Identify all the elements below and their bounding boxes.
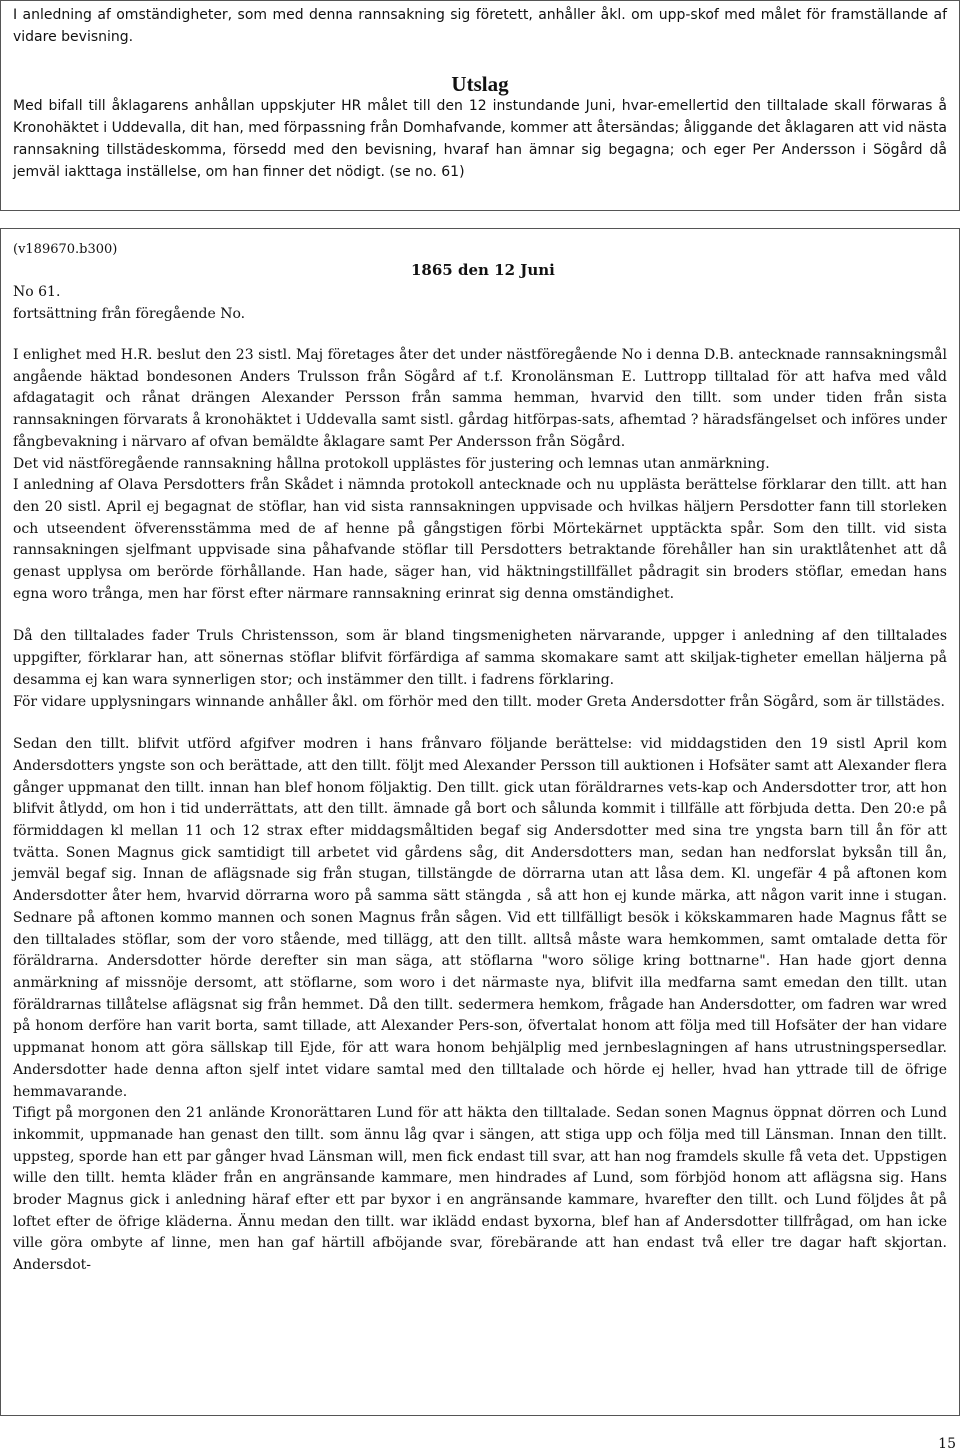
paragraph-6: Sedan den tillt. blifvit utförd afgifver modren i hans frånvaro följande berättelse: vid middagstiden den 19 sistl April kom Andersdotters yngste son och berättade, att den tillt. följt med Alexander Persson till auktionen i Hofsäter samt att Alexander flera gånger uppmanat den tillt. innan han blef honom följaktig. Den tillt. gick utan föräldrarnes vets-kap och Andersdotter tror, att hon blifvit åtlydd, om hon i tid underrättats, att den tillt. ämnade gå bort och sålunda kommit i tillfälle att förbjuda detta. Den 20:e på förmiddagen kl mellan 11 och 12 strax efter middagsmåltiden begaf sig Andersdotter med sina tre yngsta barn till ån för att tvätta. Sonen Magnus gick samtidigt till arbetet vid gårdens såg, dit Andersdotters man, sedan han nedforslat byksån till ån, jemväl begaf sig. Innan de aflägsnade sig från stugan, tillstängde de dörrarna utan att låsa dem. Kl. ungefär 4 på aftonen kom Andersdotter åter hem, hvarvid dörrarna woro på samma sätt stängda , så att hon ej kunde märka, att någon varit inne i stugan. Sednare på aftonen kommo mannen och sonen Magnus från sågen. Vid ett tillfälligt besök i kökskammaren hade Magnus fått se den tilltalades stöflar, som der voro stående, med tillägg, att den tillt. alltså måste wara hemkommen, samt omtalade detta för föräldrarna. Andersdotter hörde derefter sin man säga, att stöflarna "woro sölige kring bottnarne". Han hade gjort denna anmärkning af missnöje dersomt, att stöflarne, som woro i det närmaste nya, blifvit illa medfarna samt emedan den tillt. utan föräldrarnas tillåtelse aflägsnat sig från hemmet. Då den tillt. sedermera hemkom, frågade han Andersdotter, om fadren war wred på honom derföre han varit borta, samt tillade, att Alexander Pers-son, öfvertalat honom att följa med till Hofsäter der han vidare uppmanat honom att göra sällskap till Ejde, för att wara honom behjälplig med jernbeslagningen af hans utrustningspersedlar. Andersdotter hade denna afton sjelf intet vidare samtal med den tilltalade och hörde ej heller, hvad han yttrade till de öfrige hemmavarande. xyxy=(13,736,947,1100)
verdict-paragraph: Med bifall till åklagarens anhållan uppskjuter HR målet till den 12 instundande Juni, hvar-emellertid den tilltalade skall förwaras å Kronohäktet i Uddevalla, dit han, med förpassning från Domhafvande, kommer att återsändas; åliggande det åklagaren att vid nästa rannsakning tillstädeskomma, försedd med den bevisning, hvaraf han ämnar sig begagna; och eger Per Andersson i Sögård då jemväl iakttaga inställelse, om han finner det nödigt. (se no. 61) xyxy=(13,98,947,180)
intro-paragraph: I anledning af omständigheter, som med denna rannsakning sig företett, anhåller åkl. om upp-skof med målet för framställande af vidare bevisning. xyxy=(13,7,947,45)
paragraph-5: För vidare upplysningars winnande anhåller åkl. om förhör med den tillt. moder Greta Andersdotter från Sögård, som är tillstädes. xyxy=(13,693,945,710)
paragraph-gap xyxy=(13,713,947,734)
paragraph-3: I anledning af Olava Persdotters från Skådet i nämnda protokoll antecknade och nu upplästa berättelse förklarar den tillt. att han den 20 sistl. April ej begagnat de stöflar, han vid sista rannsakningen uppvisade och hvilkas häljern Persdotter fann till storleken och utseendent öfverensstämma med de af henne på gångstigen förbi Mörtekärnet upptäckta spår. Som den tillt. vid sista rannsakningen sjelfmant uppvisade sina påhafvande stöflar till Persdotters betraktande förehåller han sin uraktlåtenhet att då genast upplysa om berörde förhållande. Han hade, säger han, vid häktningstillfället pådragit sin broders stöflar, emedan hans egna woro trånga, men har först efter närmare rannsakning erinrat sig denna omständighet. xyxy=(13,477,947,602)
page-number: 15 xyxy=(938,1436,956,1452)
paragraph-gap xyxy=(13,605,947,626)
paragraph-7: Tifigt på morgonen den 21 anlände Kronorättaren Lund för att häkta den tilltalade. Sedan sonen Magnus öppnat dörren och Lund inkommit, uppmanade han genast den tillt. som ännu låg qvar i sängen, att stiga upp och följa med till Länsman. Innan den tillt. uppsteg, sporde han ett par gånger hvad Länsman will, men fick endast till svar, att han nog framdels skulle få veta det. Uppstigen wille den tillt. hemta kläder från en angränsande kammare, men hindrades af Lund, som förbjöd honom att aflägsna sig. Hans broder Magnus gick i anledning häraf efter ett par byxor i en angränsande kammare, hvarefter den tillt. och Lund följdes åt på loftet efter de öfrige kläderna. Ännu medan den tillt. war iklädd endast byxorna, blef han af Andersdotter tillfrågad, om han icke ville göra ombyte af linne, men han gaf härtill afböjande svar, förebärande att han endast två eller tre dagar haft skjortan. Andersdot- xyxy=(13,1105,947,1274)
record-reference: (v189670.b300) xyxy=(13,242,118,257)
continuation-note: fortsättning från föregående No. xyxy=(13,306,246,322)
verdict-heading: Utslag xyxy=(451,72,509,97)
paragraph-4: Då den tilltalades fader Truls Christensson, som är bland tingsmenigheten närvarande, uppger i anledning af den tilltalades uppgifter, förklarar han, att sönernas stöflar blifvit förfärdiga af samma skomakare samt att skiljak-tigheter emellan häljerna på desamma ej kan wara synnerligen stor; och instämmer den tillt. i fadrens förklaring. xyxy=(13,628,947,688)
record-date: 1865 den 12 Juni xyxy=(411,261,555,279)
paragraph-2: Det vid nästföregående rannsakning hållna protokoll upplästes för justering och lemnas utan anmärkning. xyxy=(13,455,770,472)
record-number: No 61. xyxy=(13,284,61,300)
paragraph-1: I enlighet med H.R. beslut den 23 sistl. Maj företages åter det under nästföregående No i denna D.B. antecknade rannsakningsmål angående häktad bondesonen Anders Trulsson från Sögård af t.f. Kronolänsman E. Luttropp tilltalad för att hafva med våld afdagatagit och rånat drängen Alexander Persson från samma hemman, hvarvid den tillt. som under tiden från sista rannsakningen förvarats å kronohäktet i Uddevalla samt sistl. gårdag hitförpas-sats, afhemtad ? häradsfängelset och införes under fångbevakning i närvaro af ofvan bemäldte åklagare samt Per Andersson från Sögård. xyxy=(13,347,947,450)
verdict-section xyxy=(0,0,960,211)
record-section xyxy=(0,228,960,1416)
